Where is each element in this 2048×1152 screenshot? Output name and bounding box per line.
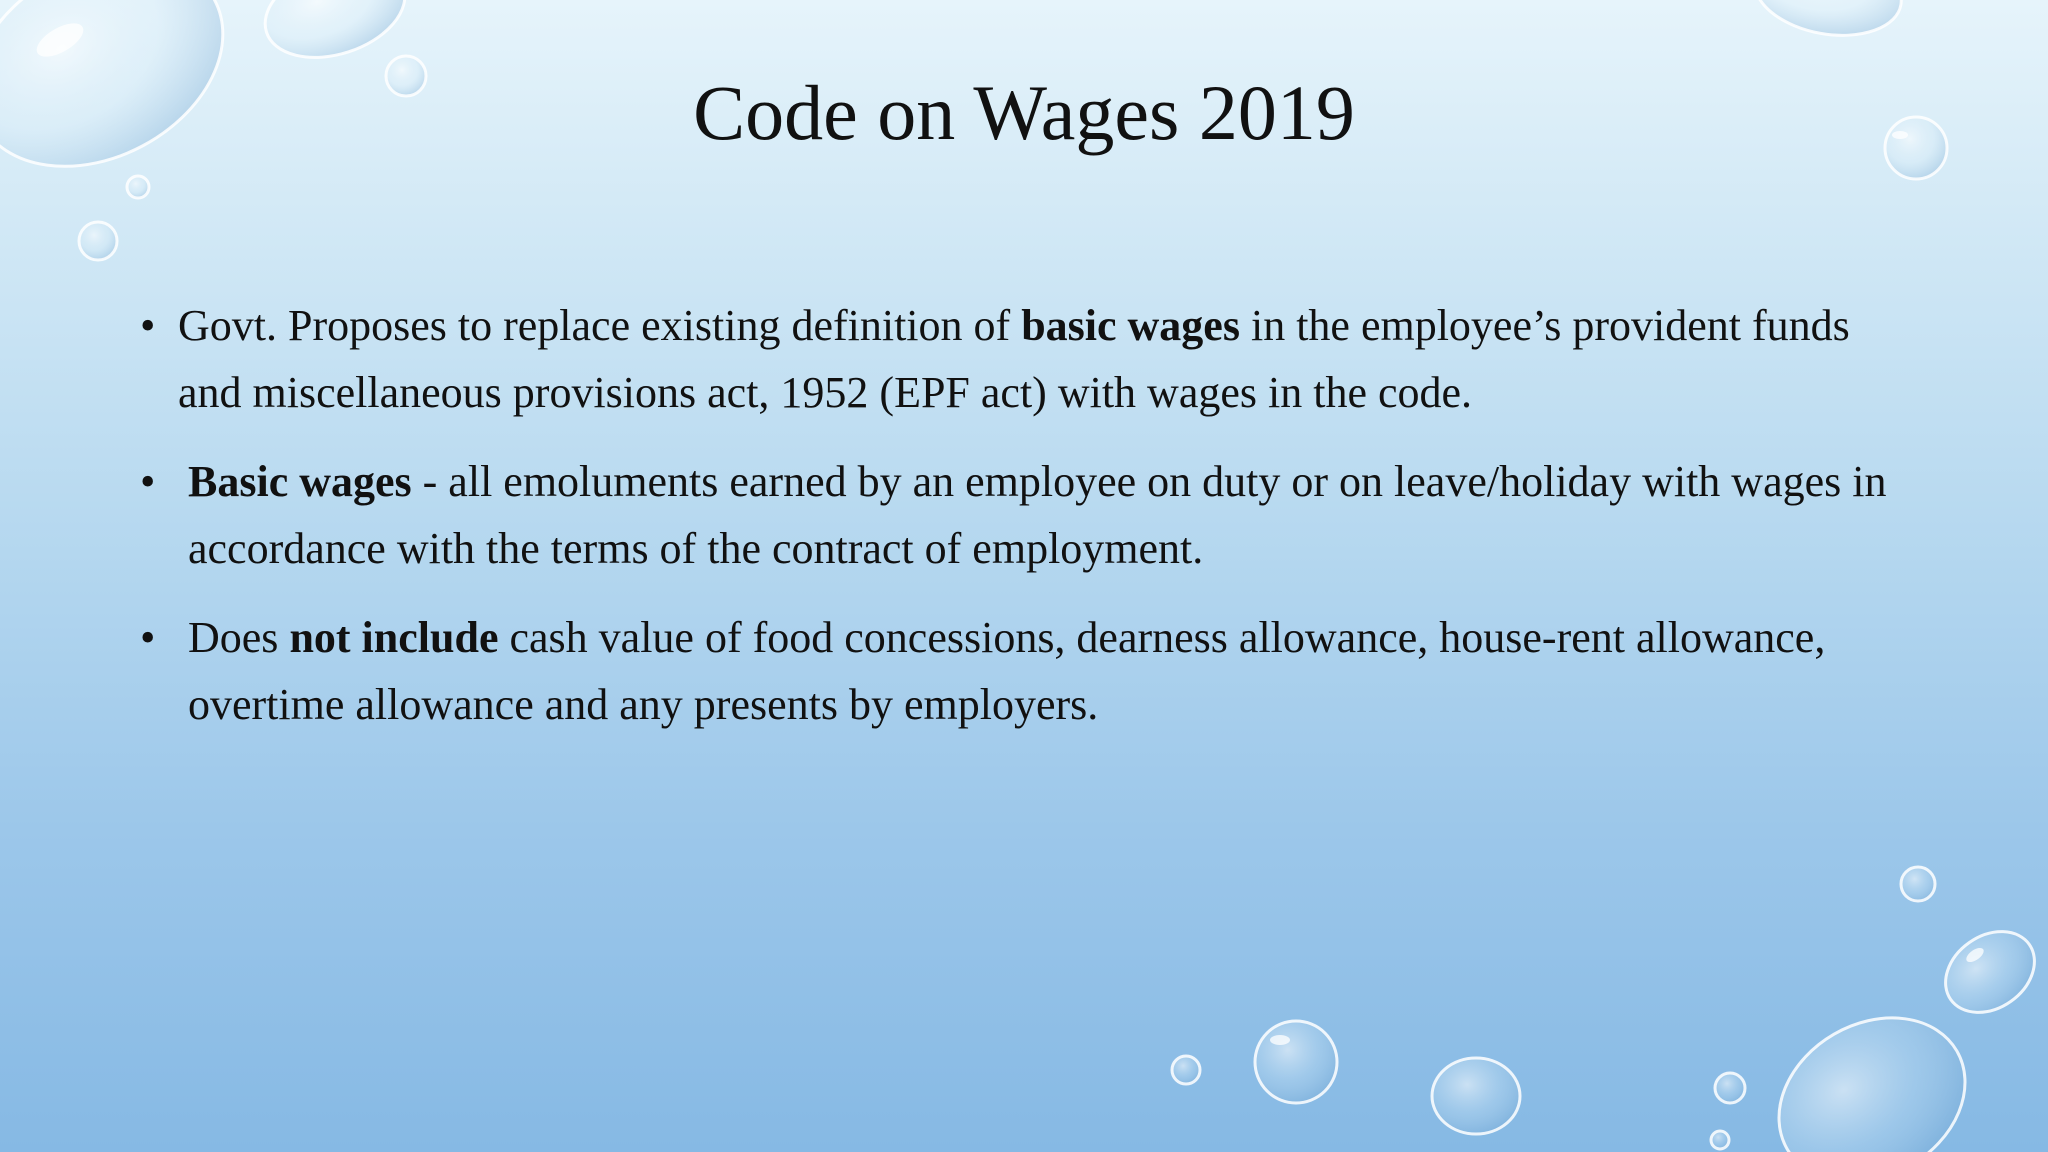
water-drop	[1930, 915, 2048, 1029]
water-drop	[1255, 1021, 1337, 1103]
water-drop	[1172, 1056, 1200, 1084]
bullet-text: in the employee’s provident funds and miscellaneous provisions act, 1952 (EPF act) with wages in the code.	[178, 301, 1850, 417]
water-drop	[1715, 1073, 1745, 1103]
bold-text: basic wages	[1021, 301, 1240, 350]
bullet-text: cash value of food concessions, dearness allowance, house-rent allowance, overtime allowance and any presents by employers.	[188, 613, 1826, 729]
bullet-mark: •	[140, 613, 156, 662]
bullet-item-replace-definition	[140, 292, 1900, 426]
water-drop	[1749, 985, 1995, 1152]
bullet-list	[140, 292, 1900, 760]
water-drop	[127, 176, 149, 198]
water-drop	[1901, 867, 1935, 901]
water-drop	[1711, 1131, 1729, 1149]
water-drop	[79, 222, 117, 260]
bullet-item-basic-wages	[140, 448, 1900, 582]
slide-title: Code on Wages 2019	[693, 69, 1355, 156]
bullet-item-not-include	[140, 604, 1900, 738]
bullet-mark: •	[140, 457, 156, 506]
bold-text: not include	[289, 613, 499, 662]
water-drop	[1432, 1058, 1520, 1134]
bullet-text: Govt. Proposes to replace existing definition of	[178, 301, 1022, 350]
bullet-text: Does	[188, 613, 290, 662]
bullet-mark: •	[140, 301, 156, 350]
water-drop	[1748, 0, 1908, 46]
bold-text: Basic wages	[188, 457, 412, 506]
bullet-text: - all emoluments earned by an employee on duty or on leave/holiday with wages in accordance with the terms of the contract of employment.	[188, 457, 1887, 573]
